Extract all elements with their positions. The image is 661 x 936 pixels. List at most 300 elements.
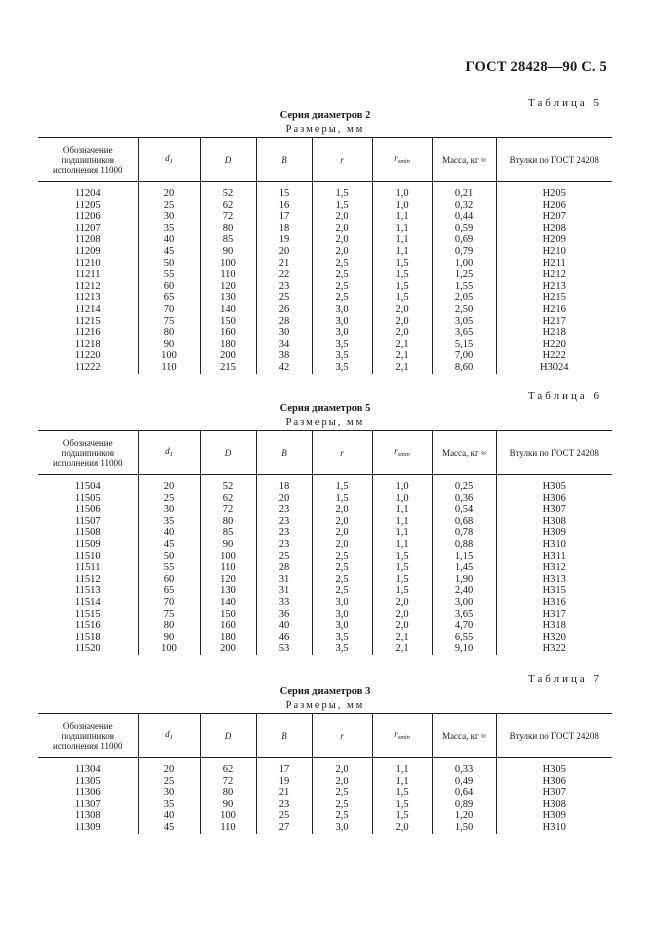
table-cell: 0,25	[432, 481, 496, 493]
table-cell: 0,68	[432, 516, 496, 528]
table-cell: 18	[256, 481, 312, 493]
table-cell: 62	[200, 200, 256, 212]
table-cell: 0,64	[432, 787, 496, 799]
header-B: B	[256, 138, 312, 182]
table-row	[38, 493, 612, 505]
table-cell: 1,5	[312, 481, 372, 493]
table-cell: H317	[496, 609, 612, 621]
table-cell: 2,0	[372, 316, 432, 328]
table-row	[38, 316, 612, 328]
table-cell: 3,65	[432, 609, 496, 621]
table-cell: 11305	[74, 775, 101, 787]
dims-caption: Размеры, мм	[285, 124, 365, 135]
table-cell: 80	[200, 223, 256, 235]
table-cell: 60	[138, 574, 200, 586]
header-mass: Масса, кг ≈	[432, 138, 496, 182]
table-cell: 140	[200, 304, 256, 316]
table-cell: H308	[496, 516, 612, 528]
table-cell: 2,0	[372, 597, 432, 609]
header-sleeves: Втулки по ГОСТ 24208	[496, 431, 612, 475]
table-cell: 40	[138, 810, 200, 822]
table-cell: 2,1	[372, 643, 432, 655]
table-cell: 3,65	[432, 327, 496, 339]
table-cell: 1,1	[372, 211, 432, 223]
table-cell: 100	[200, 810, 256, 822]
table-row	[38, 327, 612, 339]
dims-caption: Размеры, мм	[285, 700, 365, 711]
table-cell: 1,5	[372, 787, 432, 799]
header-rsmin	[372, 431, 432, 475]
table-row	[38, 527, 612, 539]
table-cell: 11508	[74, 527, 101, 539]
table-cell: 2,5	[312, 787, 372, 799]
table-cell: 36	[256, 609, 312, 621]
table-cell: 1,1	[372, 527, 432, 539]
table-cell: 31	[256, 574, 312, 586]
table-cell: 80	[200, 516, 256, 528]
table-cell: 11206	[74, 211, 101, 223]
table-cell: 45	[138, 539, 200, 551]
table-cell: 19	[256, 776, 312, 788]
table-cell: 1,5	[372, 292, 432, 304]
table-cell: H211	[496, 258, 612, 270]
table-cell: 3,5	[312, 632, 372, 644]
table-cell: 90	[200, 246, 256, 258]
table-cell: 20	[256, 493, 312, 505]
header-mass: Масса, кг ≈	[432, 431, 496, 475]
table-cell: 2,1	[372, 632, 432, 644]
table-cell: 30	[138, 787, 200, 799]
table-cell: 40	[138, 234, 200, 246]
table-cell: 0,79	[432, 246, 496, 258]
table-cell: 45	[138, 246, 200, 258]
table-cell: 20	[138, 481, 200, 493]
table-cell: 100	[138, 350, 200, 362]
table-cell: 3,0	[312, 304, 372, 316]
table-cell: 8,60	[432, 362, 496, 374]
header-D: D	[200, 714, 256, 758]
table-cell: 40	[256, 620, 312, 632]
table-cell: 28	[256, 316, 312, 328]
table-cell: H210	[496, 246, 612, 258]
header-designation: Обозначение подшипников исполнения 11000	[38, 714, 138, 758]
table-cell: 110	[200, 822, 256, 834]
table-cell: 160	[200, 327, 256, 339]
header-rsmin-sub: smin	[397, 450, 410, 458]
table-cell: H3024	[496, 362, 612, 374]
table-cell: 0,49	[432, 776, 496, 788]
header-d1-sub: 1	[169, 450, 173, 458]
table-cell: 3,0	[312, 609, 372, 621]
table-cell: 27	[256, 822, 312, 834]
table-row	[38, 787, 612, 799]
header-D: D	[200, 431, 256, 475]
table-row	[38, 234, 612, 246]
table-cell: 2,0	[312, 527, 372, 539]
table-cell: 2,5	[312, 269, 372, 281]
header-rsmin-sub: smin	[397, 157, 410, 165]
table-cell: H206	[496, 200, 612, 212]
table-cell: 38	[256, 350, 312, 362]
table-cell: 11520	[74, 643, 101, 655]
table-row	[38, 188, 612, 200]
table-cell: 2,50	[432, 304, 496, 316]
table-cell: 11515	[74, 608, 101, 620]
table-cell: 34	[256, 339, 312, 351]
table-cell: 1,20	[432, 810, 496, 822]
table-cell: H216	[496, 304, 612, 316]
table-cell: 35	[138, 799, 200, 811]
header-rsmin	[372, 714, 432, 758]
table-cell: 11210	[74, 257, 101, 269]
table-cell: 2,5	[312, 258, 372, 270]
table-cell: 72	[200, 776, 256, 788]
table-cell: 11308	[74, 810, 101, 822]
table-cell: 11214	[74, 303, 101, 315]
table-cell: 0,36	[432, 493, 496, 505]
table-cell: 2,5	[312, 562, 372, 574]
table-row	[38, 539, 612, 551]
table-cell: H217	[496, 316, 612, 328]
table-cell: 2,0	[312, 516, 372, 528]
header-d1-main: d	[165, 728, 170, 739]
table-cell: 45	[138, 822, 200, 834]
table-row	[38, 585, 612, 597]
header-row	[38, 714, 612, 758]
header-row	[38, 431, 612, 475]
table-cell: 11514	[74, 596, 101, 608]
table-cell: 2,0	[372, 609, 432, 621]
table-cell: 18	[256, 223, 312, 235]
table-cell: 11306	[74, 787, 101, 799]
series-title: Серия диаметров 3	[279, 686, 371, 697]
header-d1-sub: 1	[169, 157, 173, 165]
table-cell: 40	[138, 527, 200, 539]
table-cell: 140	[200, 597, 256, 609]
header-d1-sub: 1	[169, 733, 173, 741]
header-B: B	[256, 431, 312, 475]
table-cell: 72	[200, 211, 256, 223]
table-label: Таблица 5	[527, 97, 602, 109]
header-sleeves: Втулки по ГОСТ 24208	[496, 138, 612, 182]
table-cell: 2,0	[372, 620, 432, 632]
table-cell: 11506	[74, 504, 101, 516]
table-cell: 2,5	[312, 585, 372, 597]
table-row	[38, 258, 612, 270]
header-row	[38, 138, 612, 182]
table-row	[38, 574, 612, 586]
table-row	[38, 632, 612, 644]
table-cell: 180	[200, 632, 256, 644]
table-cell: H307	[496, 787, 612, 799]
table-cell: 23	[256, 504, 312, 516]
table-cell: H318	[496, 620, 612, 632]
table-cell: 150	[200, 609, 256, 621]
table-cell: H307	[496, 504, 612, 516]
table-cell: H313	[496, 574, 612, 586]
table-cell: 1,5	[312, 493, 372, 505]
table-row	[38, 304, 612, 316]
table-cell: H306	[496, 493, 612, 505]
table-row	[38, 643, 612, 655]
table-cell: 2,05	[432, 292, 496, 304]
table-cell: 11215	[74, 315, 101, 327]
table-cell: 11309	[74, 821, 101, 833]
table-cell: 1,1	[372, 246, 432, 258]
header-rsmin	[372, 138, 432, 182]
table-cell: 0,32	[432, 200, 496, 212]
table-row	[38, 810, 612, 822]
table-cell: 11218	[74, 338, 101, 350]
table-cell: 2,0	[312, 223, 372, 235]
table-cell: 11509	[74, 538, 101, 550]
table-cell: 30	[256, 327, 312, 339]
table-cell: 2,0	[312, 764, 372, 776]
table-cell: 0,59	[432, 223, 496, 235]
header-rsmin-main: r	[394, 728, 398, 739]
table-cell: 3,5	[312, 339, 372, 351]
table-row	[38, 776, 612, 788]
table-cell: 80	[138, 620, 200, 632]
header-designation: Обозначение подшипников исполнения 11000	[38, 138, 138, 182]
table-cell: 42	[256, 362, 312, 374]
table-cell: 0,78	[432, 527, 496, 539]
table-cell: 1,5	[312, 188, 372, 200]
table-cell: 31	[256, 585, 312, 597]
table-cell: 3,05	[432, 316, 496, 328]
table-cell: H311	[496, 551, 612, 563]
table-label: Таблица 6	[527, 390, 602, 402]
table-cell: 53	[256, 643, 312, 655]
table-cell: 120	[200, 574, 256, 586]
table-cell: 11510	[74, 550, 101, 562]
table-cell: 20	[138, 188, 200, 200]
table-cell: 15	[256, 188, 312, 200]
table-cell: 2,0	[312, 246, 372, 258]
dims-caption: Размеры, мм	[285, 417, 365, 428]
table-cell: 110	[200, 562, 256, 574]
table-cell: 0,88	[432, 539, 496, 551]
table-cell: 2,0	[372, 822, 432, 834]
table-cell: 16	[256, 200, 312, 212]
table-cell: 23	[256, 281, 312, 293]
data-table	[38, 430, 612, 655]
table-cell: 0,89	[432, 799, 496, 811]
table-cell: 90	[200, 799, 256, 811]
table-cell: 50	[138, 258, 200, 270]
table-cell: 100	[200, 551, 256, 563]
table-cell: H309	[496, 810, 612, 822]
table-cell: 11216	[74, 327, 101, 339]
table-row	[38, 799, 612, 811]
table-cell: 28	[256, 562, 312, 574]
table-cell: 200	[200, 643, 256, 655]
table-cell: 80	[138, 327, 200, 339]
table-cell: 1,5	[372, 810, 432, 822]
table-cell: 2,0	[312, 776, 372, 788]
table-cell: 3,5	[312, 362, 372, 374]
table-cell: 2,5	[312, 574, 372, 586]
table-cell: H220	[496, 339, 612, 351]
table-cell: 3,5	[312, 350, 372, 362]
table-cell: 70	[138, 304, 200, 316]
table-row	[38, 350, 612, 362]
table-cell: 215	[200, 362, 256, 374]
table-cell: 11504	[74, 481, 101, 492]
table-cell: 11205	[74, 199, 101, 211]
table-cell: 2,0	[312, 211, 372, 223]
table-row	[38, 292, 612, 304]
table-cell: 5,15	[432, 339, 496, 351]
table-cell: 3,0	[312, 327, 372, 339]
table-cell: H215	[496, 292, 612, 304]
table-cell: H312	[496, 562, 612, 574]
table-cell: 90	[138, 339, 200, 351]
table-cell: 1,45	[432, 562, 496, 574]
header-D: D	[200, 138, 256, 182]
table-cell: 7,00	[432, 350, 496, 362]
table-cell: 1,25	[432, 269, 496, 281]
header-d1	[138, 431, 200, 475]
table-cell: 1,1	[372, 776, 432, 788]
table-cell: 3,0	[312, 597, 372, 609]
table-cell: 70	[138, 597, 200, 609]
table-cell: 1,5	[372, 269, 432, 281]
table-row	[38, 822, 612, 834]
table-block-6	[38, 390, 612, 670]
table-cell: 11304	[74, 764, 101, 775]
table-cell: 1,55	[432, 281, 496, 293]
table-cell: 11507	[74, 515, 101, 527]
table-row	[38, 269, 612, 281]
table-cell: H205	[496, 188, 612, 200]
table-row	[38, 609, 612, 621]
table-cell: 62	[200, 764, 256, 776]
table-cell: 2,5	[312, 810, 372, 822]
table-cell: 80	[200, 787, 256, 799]
table-cell: 2,5	[312, 281, 372, 293]
header-d1-main: d	[165, 152, 170, 163]
table-row	[38, 362, 612, 374]
table-cell: 1,5	[312, 200, 372, 212]
table-cell: H310	[496, 822, 612, 834]
data-table	[38, 137, 612, 374]
header-r: r	[312, 714, 372, 758]
table-cell: 2,5	[312, 292, 372, 304]
table-cell: 130	[200, 585, 256, 597]
table-cell: 1,0	[372, 481, 432, 493]
table-cell: 1,0	[372, 200, 432, 212]
table-cell: 11208	[74, 234, 101, 246]
table-row	[38, 281, 612, 293]
table-cell: 25	[138, 200, 200, 212]
table-cell: 2,0	[372, 304, 432, 316]
table-cell: 3,0	[312, 620, 372, 632]
table-cell: H305	[496, 481, 612, 493]
table-cell: 1,5	[372, 551, 432, 563]
table-cell: 2,1	[372, 350, 432, 362]
table-cell: H322	[496, 643, 612, 655]
header-rsmin-main: r	[394, 152, 398, 163]
table-cell: 2,1	[372, 339, 432, 351]
table-cell: 1,0	[372, 188, 432, 200]
table-cell: 1,90	[432, 574, 496, 586]
series-title: Серия диаметров 2	[279, 110, 371, 121]
table-cell: 11212	[74, 280, 101, 292]
table-cell: 11505	[74, 492, 101, 504]
table-cell: 11516	[74, 620, 101, 632]
table-cell: 1,1	[372, 516, 432, 528]
table-cell: 1,50	[432, 822, 496, 834]
table-cell: 1,5	[372, 258, 432, 270]
table-cell: 180	[200, 339, 256, 351]
table-cell: 11222	[74, 361, 101, 373]
table-cell: 75	[138, 316, 200, 328]
header-d1	[138, 714, 200, 758]
table-cell: 23	[256, 539, 312, 551]
table-cell: H212	[496, 269, 612, 281]
table-cell: 0,44	[432, 211, 496, 223]
table-cell: 11207	[74, 222, 101, 234]
table-row	[38, 551, 612, 563]
table-cell: 65	[138, 585, 200, 597]
table-cell: 19	[256, 234, 312, 246]
table-cell: 3,0	[312, 822, 372, 834]
table-cell: 1,1	[372, 223, 432, 235]
table-row	[38, 200, 612, 212]
table-cell: 120	[200, 281, 256, 293]
table-cell: 11511	[75, 562, 101, 574]
header-rsmin-sub: smin	[397, 733, 410, 741]
table-cell: 25	[256, 551, 312, 563]
table-cell: H208	[496, 223, 612, 235]
table-cell: 11211	[75, 269, 101, 281]
table-cell: 200	[200, 350, 256, 362]
table-cell: 6,55	[432, 632, 496, 644]
table-cell: H305	[496, 764, 612, 776]
table-row	[38, 211, 612, 223]
table-cell: H309	[496, 527, 612, 539]
table-cell: 21	[256, 787, 312, 799]
table-row	[38, 764, 612, 776]
header-mass: Масса, кг ≈	[432, 714, 496, 758]
table-cell: 25	[138, 493, 200, 505]
series-title: Серия диаметров 5	[279, 403, 371, 414]
table-cell: 11307	[74, 798, 101, 810]
table-cell: 1,1	[372, 764, 432, 776]
table-cell: H222	[496, 350, 612, 362]
table-cell: H209	[496, 234, 612, 246]
table-cell: H320	[496, 632, 612, 644]
table-block-7	[38, 673, 612, 843]
table-cell: H213	[496, 281, 612, 293]
table-cell: 2,5	[312, 551, 372, 563]
table-cell: 35	[138, 516, 200, 528]
table-label: Таблица 7	[527, 673, 602, 685]
header-rsmin-main: r	[394, 445, 398, 456]
table-cell: 2,0	[312, 504, 372, 516]
table-cell: 35	[138, 223, 200, 235]
table-cell: 30	[138, 211, 200, 223]
header-designation: Обозначение подшипников исполнения 11000	[38, 431, 138, 475]
table-cell: 3,00	[432, 597, 496, 609]
header-d1	[138, 138, 200, 182]
table-cell: 26	[256, 304, 312, 316]
table-row	[38, 223, 612, 235]
header-sleeves: Втулки по ГОСТ 24208	[496, 714, 612, 758]
table-cell: 1,5	[372, 562, 432, 574]
table-cell: 150	[200, 316, 256, 328]
